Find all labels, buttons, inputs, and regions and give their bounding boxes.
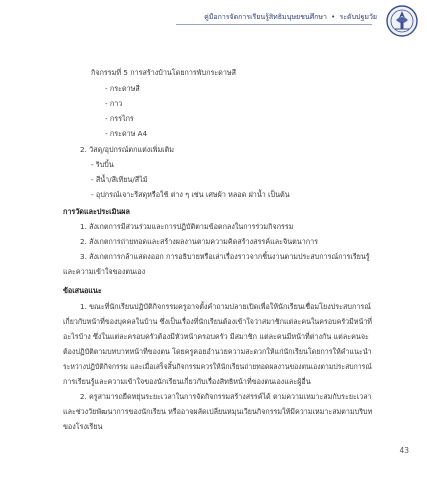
suggestion-line: การเรียนรู้และความเข้าใจของนักเรียนเกี่ยวกับเรื่องสิทธิหน้าที่ของตนเองและผู้อื่น bbox=[63, 377, 311, 386]
suggestion-line: 2. ครูสามารถยืดหยุ่นระยะเวลาในการจัดกิจกรรมสร้างสรรค์ได้ ตามความเหมาะสมกับระยะเวลา bbox=[80, 392, 372, 401]
measurement-item: 3. สังเกตการกล้าแสดงออก การอธิบายหรือเล่าเรื่องราวจากชิ้นงานตามประสบการณ์การเรียนรู้ bbox=[80, 252, 370, 261]
measurement-item: 1. สังเกตการมีส่วนร่วมและการปฏิบัติตามข้อตกลงในการร่วมกิจกรรม bbox=[80, 222, 294, 231]
decoration-item: - ริบบิ้น bbox=[91, 160, 114, 169]
measurement-item-continuation: และความเข้าใจของตนเอง bbox=[63, 267, 146, 276]
suggestion-line: และช่วงวัยพัฒนาการของนักเรียน หรืออาจผลัดเปลี่ยนหมุนเวียนกิจกรรมให้มีความเหมาะสมตามบริบท bbox=[63, 407, 373, 416]
material-item: - กระดาษ A4 bbox=[105, 129, 148, 138]
suggestion-line: 1. ขณะที่นักเรียนปฏิบัติกิจกรรมครูอาจตั้งคำถามปลายเปิดเพื่อให้นักเรียนเชื่อมโยงประสบการณ์ bbox=[80, 302, 371, 311]
measurement-item: 2. สังเกตการถ่ายทอดและสร้างผลงานตามความคิดสร้างสรรค์และจินตนาการ bbox=[80, 237, 318, 246]
decoration-item: - อุปกรณ์เจาะรีสดุหรือใช้ ต่าง ๆ เช่น เศษผ้า หลอด ฝาน้ำ เป็นต้น bbox=[91, 190, 290, 199]
activity-5-title: กิจกรรมที่ 5 การสร้างบ้านโดยการพับกระดาษสี bbox=[91, 68, 236, 77]
ministry-emblem-icon bbox=[385, 4, 419, 38]
suggestion-heading: ข้อเสนอแนะ bbox=[63, 286, 102, 295]
suggestion-line: อะไรบ้าง ซึ่งในแต่ละครอบครัวต้องมีหัวหน้าครอบครัว มีสมาชิก แต่ละคนมีหน้าที่ต่างกัน แต่ละคนจะ bbox=[63, 332, 369, 341]
measurement-heading: การวัดและประเมินผล bbox=[63, 207, 130, 216]
item-2-title: 2. วัสดุ/อุปกรณ์ตกแต่งเพิ่มเติม bbox=[80, 145, 175, 154]
suggestion-line: ของโรงเรียน bbox=[63, 422, 103, 431]
page-number: 43 bbox=[399, 446, 409, 455]
suggestion-line: ต้องปฏิบัติตามบทบาทหน้าที่ของตน โดยครูคอยอำนวยความสะดวกให้แก่นักเรียนโดยการให้คำแนะนำ bbox=[63, 347, 372, 356]
suggestion-line: เกี่ยวกับหน้าที่ของบุคคลในบ้าน ซึ่งเป็นเรื่องที่นักเรียนต้องเข้าใจว่าสมาชิกแต่ละคนในครอบครัวมีหน้าที่ bbox=[63, 317, 372, 326]
material-item: - กรรไกร bbox=[105, 114, 134, 123]
material-item: - กระดาษสี bbox=[105, 84, 140, 93]
suggestion-line: ระหว่างปฏิบัติกิจกรรม และเมื่อเสร็จสิ้นกิจกรรมควรให้นักเรียนถ่ายทอดผลงานของตนเองตามประสบการณ์ bbox=[63, 362, 372, 371]
header-rule bbox=[176, 24, 372, 25]
material-item: - กาว bbox=[105, 99, 123, 108]
decoration-item: - สีน้ำ/สีเทียน/สีไม้ bbox=[91, 175, 148, 184]
header-separator: • bbox=[331, 13, 336, 21]
header-level: ระดับปฐมวัย bbox=[339, 13, 377, 21]
running-header bbox=[204, 12, 377, 23]
header-title: คู่มือการจัดการเรียนรู้สิทธิมนุษยชนศึกษา bbox=[204, 13, 327, 21]
